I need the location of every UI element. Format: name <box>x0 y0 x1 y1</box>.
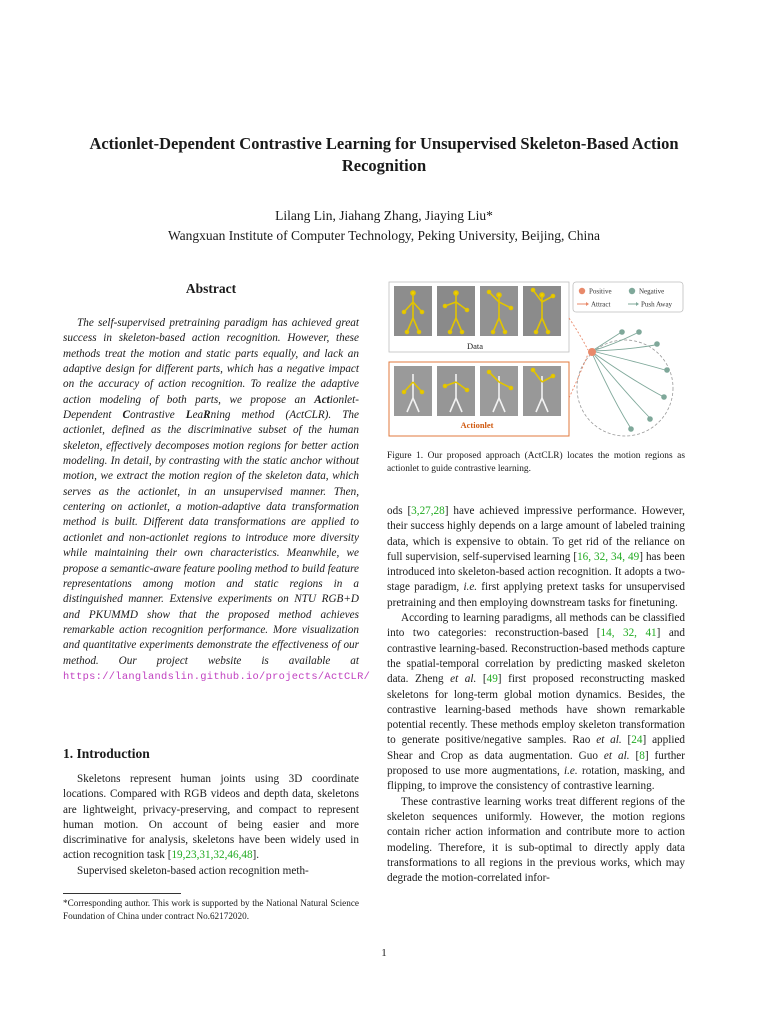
actionlet-label: Actionlet <box>460 420 494 430</box>
negative-node <box>664 367 670 373</box>
figure-1 <box>387 280 685 440</box>
body-paragraph: These contrastive learning works treat different regions of the skeleton sequences uniformly. However, the motion regions contain richer action information and contribute more to action modeling. Therefore, it is sub-optimal to directly apply data transformations to all regions in the previous works, which may degrade the motion-correlated infor- <box>387 795 685 885</box>
negative-node <box>654 341 660 347</box>
citation-link[interactable]: 3,27,28 <box>411 505 445 517</box>
body-paragraph: ods [3,27,28] have achieved impressive performance. However, their success highly depends on a large amount of labeled training data, which is expensive to obtain. To get rid of the reliance on full supervision, self-supervised learning [16, 32, 34, 49] has been introduced into skeleton-based action recognition. It adopts a two-stage paradigm, i.e. first applying pretext tasks for unsupervised pretraining and then employing downstream tasks for finetuning. <box>387 505 686 609</box>
intro-paragraph: Supervised skeleton-based action recognition meth- <box>77 864 309 877</box>
abstract-heading: Abstract <box>185 281 237 296</box>
footnote: *Corresponding author. This work is supported by the National Natural Science Foundation of China under contract No.62172020. <box>63 898 359 921</box>
figure-1-caption: Figure 1. Our proposed approach (ActCLR) locates the motion regions as actionlet to guide contrastive learning. <box>387 451 685 474</box>
legend-push-label: Push Away <box>641 300 673 309</box>
embedding-space-diagram <box>569 318 673 436</box>
negative-node <box>647 416 653 422</box>
authors: Lilang Lin, Jiahang Zhang, Jiaying Liu* <box>275 208 493 223</box>
figure-1-illustration <box>387 280 685 440</box>
citation-link[interactable]: 19,23,31,32,46,48 <box>171 849 253 862</box>
legend-positive-label: Positive <box>589 287 612 296</box>
right-column-text <box>387 504 685 886</box>
negative-legend-icon <box>629 288 635 294</box>
citation-link[interactable]: 16, 32, 34, 49 <box>577 550 640 563</box>
footnote-rule <box>63 893 181 894</box>
section-heading-introduction: 1. Introduction <box>63 746 150 761</box>
intro-text <box>63 772 359 879</box>
project-url-link[interactable]: https://langlandslin.github.io/projects/ActCLR/ <box>63 670 371 683</box>
citation-link[interactable]: 49 <box>486 673 498 686</box>
citation-link[interactable]: 24 <box>631 734 643 747</box>
page-number: 1 <box>381 947 387 959</box>
legend-negative-label: Negative <box>639 287 665 296</box>
negative-node <box>636 329 642 335</box>
abstract-text: The self-supervised pretraining paradigm has achieved great success in skeleton-based action recognition. However, these methods treat the motion and static parts equally, and lack an adaptive design for different parts, which has a negative impact on the accuracy of action recognition. To realize the adaptive action modeling of both parts, we propose an Actionlet-Dependent Contrastive LeaRning method (ActCLR). The actionlet, defined as the discriminative subset of the human skeleton, effectively decomposes motion regions for better action modeling. In detail, by contrasting with the static anchor without motion, we extract the motion region of the skeleton data, which serves as the actionlet, in an unsupervised manner. Then, centering on actionlet, a motion-adaptive data transformation method is built. Different data transformations are applied to actionlet and non-actionlet regions to introduce more diversity while maintaining their own characteristics. Meanwhile, we propose a semantic-aware feature pooling method to build feature representations among motion and static regions in a distinguished manner. Extensive experiments on NTU RGB+D and PKUMMD show that the proposed method achieves remarkable action recognition performance. More visualization and quantitative experiments demonstrate the effectiveness of our method. Our project website is available at https://langlandslin.github.io/projects/ActCLR/ <box>63 317 371 683</box>
citation-link[interactable]: 8 <box>639 749 645 762</box>
negative-node <box>619 329 625 335</box>
negative-node <box>628 426 634 432</box>
affiliation: Wangxuan Institute of Computer Technology, Peking University, Beijing, China <box>167 228 601 243</box>
positive-legend-icon <box>579 288 585 294</box>
legend-attract-label: Attract <box>591 300 611 309</box>
negative-node <box>661 394 667 400</box>
positive-node <box>588 348 596 356</box>
intro-paragraph: Skeletons represent human joints using 3D coordinate locations. Compared with RGB videos and depth data, skeletons are lightweight, privacy-preserving, and compact to represent human motion. On account of being easier and more discriminative for analysis, skeletons have been widely used in action recognition task [19,23,31,32,46,48]. <box>63 773 359 862</box>
data-label: Data <box>466 341 484 351</box>
citation-link[interactable]: 14, 32, 41 <box>600 627 657 640</box>
paper-title: Actionlet-Dependent Contrastive Learning for Unsupervised Skeleton-Based Action Recognition <box>89 134 679 175</box>
body-paragraph: According to learning paradigms, all methods can be classified into two categories: reconstruction-based [14, 32, 41] and contrastive learning-based. Reconstruction-based methods capture the spatial-temporal correlation by predicting masked skeleton data. Zheng et al. [49] first proposed reconstructing masked skeletons for long-term global motion dynamics. Besides, the contrastive learning-based methods have shown remarkable potential recently. These methods employ skeleton transformation to generate positive/negative samples. Rao et al. [24] applied Shear and Crop as data augmentation. Guo et al. [8] further proposed to use more augmentations, i.e. rotation, masking, and flipping, to improve the consistency of contrastive learning. <box>387 612 686 793</box>
